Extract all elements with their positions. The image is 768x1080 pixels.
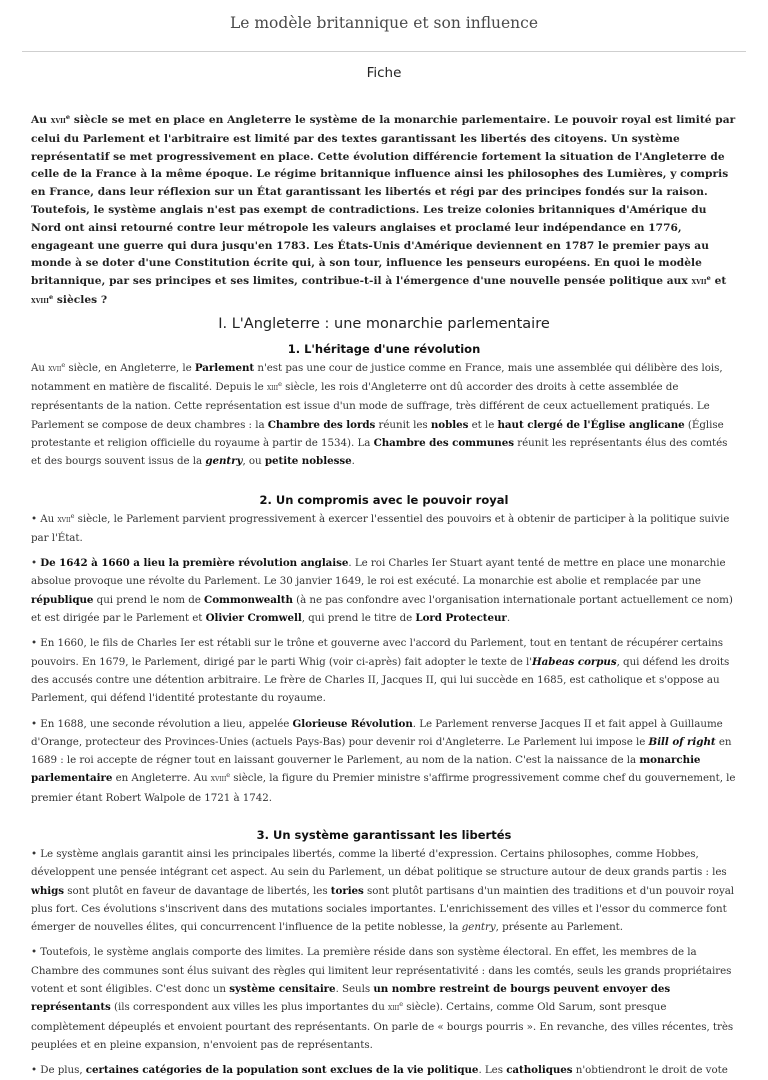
bullet-paragraph: • En 1688, une seconde révolution a lieu, appelée Glorieuse Révolution. Le Parlement renverse Jacques II et fait appel à Guillaume d'Orange, protecteur des Provinces-Unies (actuels Pays-Bas) pour devenir roi d'Angleterre. Le Parlement lui impose le Bill of right en 1689 : le roi accepte de régner tout en laissant gouverner le Parlement, au nom de la nation. C'est la naissance de la monarchie parlementaire en Angleterre. Au xviii$^e$ siècle, la figure du Premier ministre s'affirme progressivement comme chef du gouvernement, le premier étant Robert Walpole de 1721 à 1742. xyxy=(31,717,736,804)
subsection-title: 3. Un système garantissant les libertés xyxy=(256,828,512,842)
section-title: I. L'Angleterre : une monarchie parlementaire xyxy=(218,315,550,332)
intro-paragraph: Au xvii$^e$ siècle se met en place en Angleterre le système de la monarchie parlementaire. Le pouvoir royal est limité par celui du Parlement et l'arbitraire est limité par des textes garantissant les libertés des citoyens. Un système représentatif se met progressivement en place. Cette évolution différencie fortement la situation de l'Angleterre de celle de la France à la même époque. Le régime britannique influence ainsi les philosophes des Lumières, y compris en France, dans leur réflexion sur un État garantissant les libertés et régi par des principes fondés sur la raison. Toutefois, le système anglais n'est pas exempt de contradictions. Les treize colonies britanniques d'Amérique du Nord ont ainsi retourné contre leur métropole les valeurs anglaises et proclamé leur indépendance en 1776, engageant une guerre qui dura jusqu'en 1783. Les États-Unis d'Amérique deviennent en 1787 le premier pays au monde à se doter d'une Constitution écrite qui, à son tour, influence les penseurs européens. En quoi le modèle britannique, par ses principes et ses limites, contribue-t-il à l'émergence d'une nouvelle pensée politique aux xvii$^e$ et xviii$^e$ siècles ? xyxy=(31,113,736,306)
paragraph: Au xvii$^e$ siècle, en Angleterre, le Parlement n'est pas une cour de justice comme en France, mais une assemblée qui délibère des lois, notamment en matière de fiscalité. Depuis le xiii$^e$ siècle, les rois d'Angleterre ont dû accorder des droits à cette assemblée de représentants de la nation. Cette représentation est issue d'un mode de suffrage, très différent de ceux actuellement pratiqués. Le Parlement se compose de deux chambres : la Chambre des lords réunit les nobles et le haut clergé de l'Église anglicane (Église protestante et religion officielle du royaume à partir de 1534). La Chambre des communes réunit les représentants élus des comtés et des bourgs souvent issus de la gentry, ou petite noblesse. xyxy=(31,360,728,468)
title-divider xyxy=(22,51,746,52)
bullet-paragraph: • Le système anglais garantit ainsi les principales libertés, comme la liberté d'expression. Certains philosophes, comme Hobbes, développent une pensée intégrant cet aspect. Au sein du Parlement, un débat politique se structure autour de deux grands partis : les whigs sont plutôt en faveur de davantage de libertés, les tories sont plutôt partisans d'un maintien des traditions et d'un pouvoir royal plus fort. Ces évolutions s'inscrivent dans des mutations sociales importantes. L'enrichissement des villes et l'essor du commerce font émerger de nouvelles élites, qui concurrencent l'influence de la petite noblesse, la gentry, présente au Parlement. xyxy=(31,848,735,934)
bullet-paragraph: • De plus, certaines catégories de la population sont exclues de la vie politique. Les catholiques n'obtiendront le droit de vote xyxy=(31,1064,728,1077)
bullet-paragraph: • De 1642 à 1660 a lieu la première révolution anglaise. Le roi Charles Ier Stuart ayant tenté de mettre en place une monarchie absolue provoque une révolte du Parlement. Le 30 janvier 1649, le roi est exécuté. La monarchie est abolie et remplacée par une république qui prend le nom de Commonwealth (à ne pas confondre avec l'organisation internationale portant actuellement ce nom) et est dirigée par le Parlement et Olivier Cromwell, qui prend le titre de Lord Protecteur. xyxy=(31,557,733,625)
document-title: Le modèle britannique et son influence xyxy=(229,14,539,32)
bullet-paragraph: • Toutefois, le système anglais comporte des limites. La première réside dans son système électoral. En effet, les membres de la Chambre des communes sont élus suivant des règles qui limitent leur représentativité : dans les comtés, seuls les grands propriétaires votent et sont éligibles. C'est donc un système censitaire. Seuls un nombre restreint de bourgs peuvent envoyer des représentants (ils correspondent aux villes les plus importantes du xiii$^e$ siècle). Certains, comme Old Sarum, sont presque complètement dépeuplés et envoient pourtant des représentants. On parle de « bourgs pourris ». En revanche, des villes récentes, très peuplées et en pleine expansion, n'envoient pas de représentants. xyxy=(31,946,734,1051)
document-subtitle: Fiche xyxy=(366,65,402,81)
subsection-title: 1. L'héritage d'une révolution xyxy=(287,341,481,356)
bullet-paragraph: • En 1660, le fils de Charles Ier est rétabli sur le trône et gouverne avec l'accord du Parlement, tout en tentant de récupérer certains pouvoirs. En 1679, le Parlement, dirigé par le parti Whig (voir ci-après) fait adopter le texte de l'Habeas corpus, qui défend les droits des accusés contre une détention arbitraire. Le frère de Charles II, Jacques II, qui lui succède en 1685, est catholique et s'oppose au Parlement, qui défend l'identité protestante du royaume. xyxy=(31,637,730,705)
bullet-paragraph: • Au xvii$^e$ siècle, le Parlement parvient progressivement à exercer l'essentiel des pouvoirs et à obtenir de participer à la politique suivie par l'État. xyxy=(31,511,730,544)
subsection-title: 2. Un compromis avec le pouvoir royal xyxy=(259,492,509,507)
document-content xyxy=(0,112,768,1080)
